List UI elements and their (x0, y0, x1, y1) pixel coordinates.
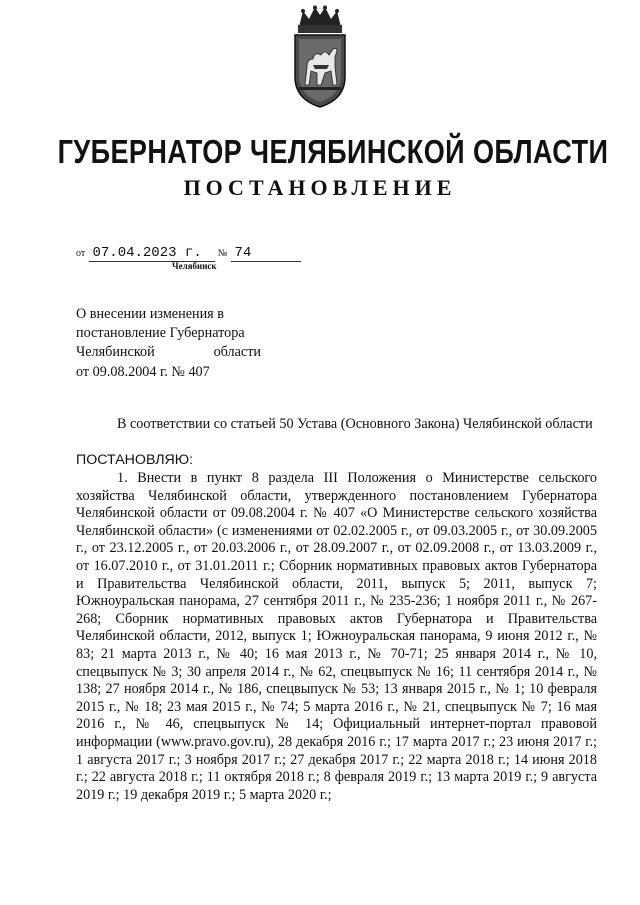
document-date: 07.04.2023 г. (89, 246, 215, 262)
preamble-paragraph: В соответствии со статьей 50 Устава (Основного Закона) Челябинской области (117, 416, 593, 432)
chelyabinsk-coat-of-arms-icon (285, 5, 355, 109)
city-label: Челябинск (172, 261, 217, 271)
subject-line (76, 343, 261, 362)
from-label: от (76, 248, 86, 259)
decree-word: ПОСТАНОВЛЯЮ: (76, 452, 194, 468)
item-1-paragraph: 1. Внести в пункт 8 раздела III Положения о Министерстве сельского хозяйства Челябинской области, утвержденного постановлением Губернатора Челябинской области от 09.08.2004 г. № 407 «О Министерстве сельского хозяйства Челябинской области» (с изменениями от 02.02.2005 г., от 09.03.2005 г., от 30.09.2005 г., от 23.12.2005 г., от 20.03.2006 г., от 28.09.2007 г., от 02.09.2008 г., от 13.03.2009 г., от 16.07.2010 г., от 31.01.2011 г.; Сборник нормативных правовых актов Губернатора и Правительства Челябинской области, 2011, выпуск 5; 2011, выпуск 7; Южноуральская панорама, 27 сентября 2011 г., № 235-236; 1 ноября 2011 г., № 267-268; Сборник нормативных правовых актов Губернатора и Правительства Челябинской области, 2012, выпуск 1; Южноуральская панорама, 9 июня 2012 г., № 83; 21 марта 2013 г., № 40; 16 мая 2013 г., № 70-71; 25 января 2014 г., № 10, спецвыпуск № 3; 30 апреля 2014 г., № 62, спецвыпуск № 16; 11 сентября 2014 г., № 138; 27 ноября 2014 г., № 186, спецвыпуск № 53; 13 января 2015 г., № 1; 10 февраля 2015 г., № 18; 23 мая 2015 г., № 74; 5 марта 2016 г., № 21, спецвыпуск № 7; 16 мая 2016 г., № 46, спецвыпуск № 14; Официальный интернет-портал правовой информации (www.pravo.gov.ru), 28 декабря 2016 г.; 17 марта 2017 г.; 23 июня 2017 г.; 1 августа 2017 г.; 3 ноября 2017 г.; 27 декабря 2017 г.; 22 марта 2018 г.; 14 июня 2018 г.; 22 августа 2018 г.; 11 октября 2018 г.; 8 февраля 2019 г.; 13 марта 2019 г.; 9 августа 2019 г.; 19 декабря 2019 г.; 5 марта 2020 г.; (76, 470, 597, 803)
document-subject (76, 305, 261, 382)
document-type: ПОСТАНОВЛЕНИЕ (183, 175, 457, 200)
org-title: ГУБЕРНАТОР ЧЕЛЯБИНСКОЙ ОБЛАСТИ (57, 133, 609, 170)
subject-line: от 09.08.2004 г. № 407 (76, 363, 210, 380)
subject-line: постановление Губернатора (76, 325, 245, 342)
subject-word: Челябинской (76, 344, 155, 361)
subject-word: области (213, 344, 261, 361)
subject-line: О внесении изменения в (76, 306, 224, 322)
number-label: № (217, 248, 228, 259)
document-number: 74 (231, 246, 301, 262)
document-meta (76, 244, 301, 262)
